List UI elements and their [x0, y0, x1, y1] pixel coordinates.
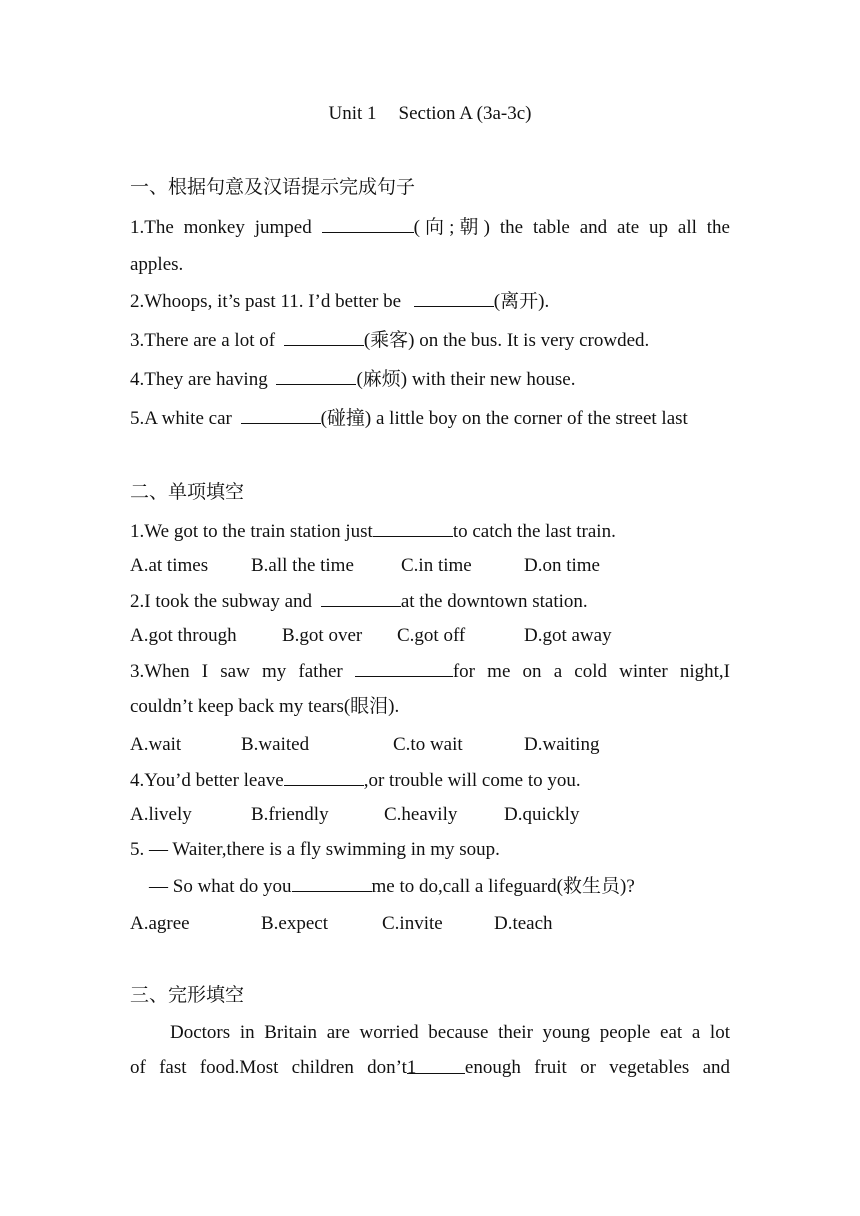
answer-blank[interactable] — [355, 658, 453, 677]
part2-q3: 3.When I saw my father for me on a cold winter night,I — [130, 658, 730, 685]
answer-blank[interactable] — [276, 366, 356, 385]
option-d[interactable]: D.got away — [524, 625, 612, 646]
option-d[interactable]: D.waiting — [524, 734, 600, 755]
part2-q3-cont: couldn’t keep back my tears(眼泪). — [130, 696, 400, 717]
option-c[interactable]: C.to wait — [393, 734, 463, 755]
option-a[interactable]: A.lively — [130, 804, 192, 825]
option-c[interactable]: C.in time — [401, 555, 472, 576]
part1-item-1-cont: apples. — [130, 254, 184, 275]
option-a[interactable]: A.got through — [130, 625, 237, 646]
option-c[interactable]: C.heavily — [384, 804, 458, 825]
part2-q5-reply: — So what do you me to do,call a lifeguard(救生员)? — [149, 873, 635, 900]
part1-item-3: 3.There are a lot of (乘客) on the bus. It is very crowded. — [130, 327, 649, 354]
answer-blank[interactable] — [284, 327, 364, 346]
answer-blank[interactable] — [373, 518, 453, 537]
option-c[interactable]: C.invite — [382, 913, 443, 934]
option-b[interactable]: B.friendly — [251, 804, 329, 825]
unit-label: Unit 1 — [328, 103, 377, 124]
part2-q5: 5. — Waiter,there is a fly swimming in my soup. — [130, 839, 500, 860]
option-b[interactable]: B.all the time — [251, 555, 354, 576]
answer-blank[interactable] — [321, 588, 401, 607]
answer-blank[interactable] — [322, 214, 414, 233]
option-d[interactable]: D.teach — [494, 913, 553, 934]
part1-item-5: 5.A white car (碰撞) a little boy on the corner of the street last — [130, 405, 688, 432]
part2-q2: 2.I took the subway and at the downtown station. — [130, 588, 588, 615]
part2-q1-options — [130, 553, 730, 579]
page-title — [130, 103, 730, 125]
option-a[interactable]: A.at times — [130, 555, 209, 576]
option-b[interactable]: B.got over — [282, 625, 363, 646]
part2-q4-options — [130, 802, 730, 828]
section-label: Section A (3a-3c) — [398, 103, 532, 124]
part2-q3-options — [130, 732, 730, 758]
part1-item-2: 2.Whoops, it’s past 11. I’d better be (离开). — [130, 288, 549, 315]
part1-heading: 一、根据句意及汉语提示完成句子 — [130, 176, 416, 198]
option-a[interactable]: A.wait — [130, 734, 182, 755]
part2-q4: 4.You’d better leave ,or trouble will come to you. — [130, 767, 581, 794]
cloze-paragraph-line-1: Doctors in Britain are worried because their young people eat a lot — [170, 1022, 730, 1043]
part2-q1: 1.We got to the train station just to catch the last train. — [130, 518, 616, 545]
option-d[interactable]: D.quickly — [504, 804, 580, 825]
part2-heading: 二、单项填空 — [130, 481, 245, 503]
option-b[interactable]: B.waited — [241, 734, 310, 755]
cloze-blank-1[interactable]: 1 — [407, 1055, 465, 1074]
part2-q2-options — [130, 623, 730, 649]
answer-blank[interactable] — [414, 288, 494, 307]
answer-blank[interactable] — [284, 767, 364, 786]
option-a[interactable]: A.agree — [130, 913, 190, 934]
part1-item-1: 1.The monkey jumped (向;朝) the table and ate up all the — [130, 214, 730, 241]
answer-blank[interactable] — [241, 405, 321, 424]
part3-heading: 三、完形填空 — [130, 984, 245, 1006]
option-d[interactable]: D.on time — [524, 555, 600, 576]
option-b[interactable]: B.expect — [261, 913, 329, 934]
option-c[interactable]: C.got off — [397, 625, 466, 646]
cloze-paragraph-line-2: of fast food.Most children don’t1 enough fruit or vegetables and — [130, 1057, 731, 1078]
part2-q5-options — [130, 911, 730, 937]
answer-blank[interactable] — [292, 873, 372, 892]
part1-item-4: 4.They are having (麻烦) with their new house. — [130, 366, 575, 393]
